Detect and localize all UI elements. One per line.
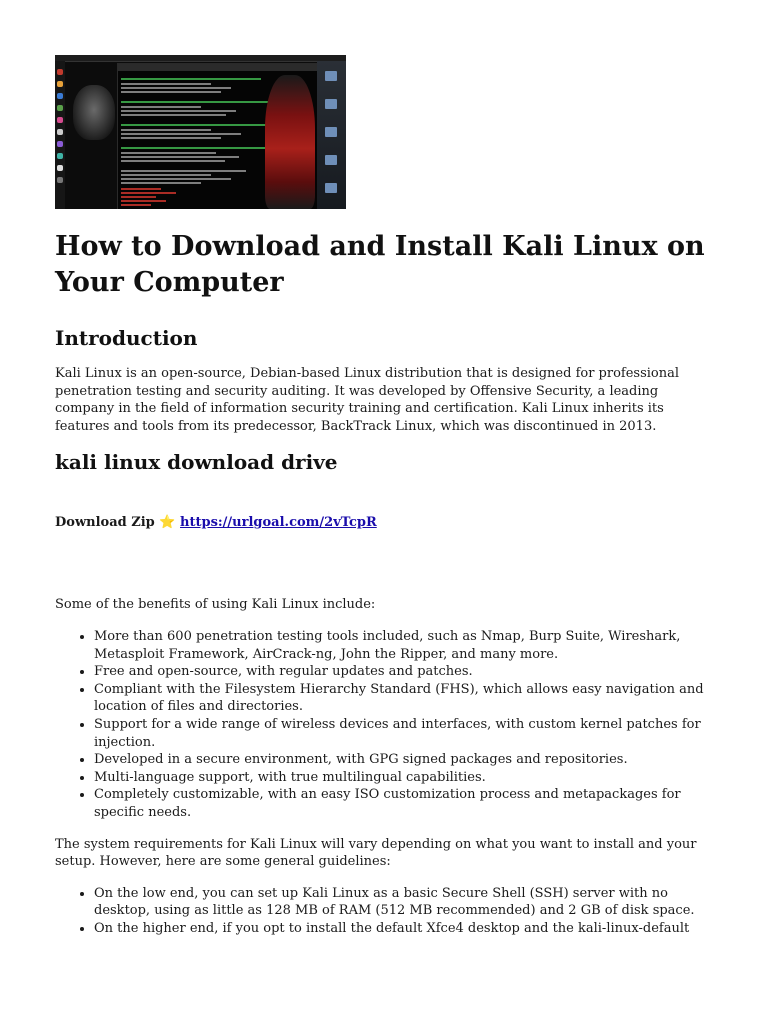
introduction-heading: Introduction	[55, 326, 198, 350]
download-arrow-icon: ⭐	[159, 515, 176, 531]
download-heading: kali linux download drive	[55, 450, 338, 475]
screenshot-desktop-icons	[317, 61, 346, 209]
benefits-intro: Some of the benefits of using Kali Linux include:	[55, 597, 376, 613]
download-line	[55, 515, 720, 530]
list-item: • Free and open-source, with regular updates and patches.	[94, 663, 720, 681]
list-item: • Completely customizable, with an easy ISO customization process and metapackages for specific needs.	[94, 786, 720, 821]
screenshot-topbar	[55, 55, 346, 62]
teddy-bear-wallpaper	[73, 85, 115, 140]
list-item: • More than 600 penetration testing tools included, such as Nmap, Burp Suite, Wireshark, Metasploit Framework, AirCrack-ng, John the Ripper, and many more.	[94, 628, 720, 663]
download-link[interactable]: https://urlgoal.com/2vTcpR	[180, 515, 377, 531]
screenshot-dock	[55, 61, 65, 209]
deadpool-wallpaper	[265, 75, 315, 209]
introduction-paragraph: Kali Linux is an open-source, Debian-based Linux distribution that is designed for professional penetration testing and security auditing. It was developed by Offensive Security, a leading company in the field of information security training and certification. Kali Linux inherits its features and tools from its predecessor, BackTrack Linux, which was discontinued in 2013.	[55, 366, 680, 434]
list-item: • Support for a wide range of wireless devices and interfaces, with custom kernel patches for injection.	[94, 716, 720, 751]
kali-desktop-screenshot	[55, 55, 346, 209]
list-item: • Compliant with the Filesystem Hierarchy Standard (FHS), which allows easy navigation and location of files and directories.	[94, 681, 720, 716]
requirements-intro: The system requirements for Kali Linux will vary depending on what you want to install and your setup. However, here are some general guidelines:	[55, 836, 697, 870]
list-item: • On the higher end, if you opt to install the default Xfce4 desktop and the kali-linux-default	[94, 920, 720, 938]
article-title: How to Download and Install Kali Linux on Your Computer	[55, 231, 705, 298]
list-item: • On the low end, you can set up Kali Linux as a basic Secure Shell (SSH) server with no desktop, using as little as 128 MB of RAM (512 MB recommended) and 2 GB of disk space.	[94, 885, 720, 920]
list-item: • Developed in a secure environment, with GPG signed packages and repositories.	[94, 751, 720, 769]
list-item: • Multi-language support, with true multilingual capabilities.	[94, 769, 720, 787]
benefits-list	[55, 628, 720, 822]
requirements-list	[55, 885, 720, 938]
document-page	[55, 55, 720, 937]
download-label: Download Zip	[55, 515, 155, 531]
